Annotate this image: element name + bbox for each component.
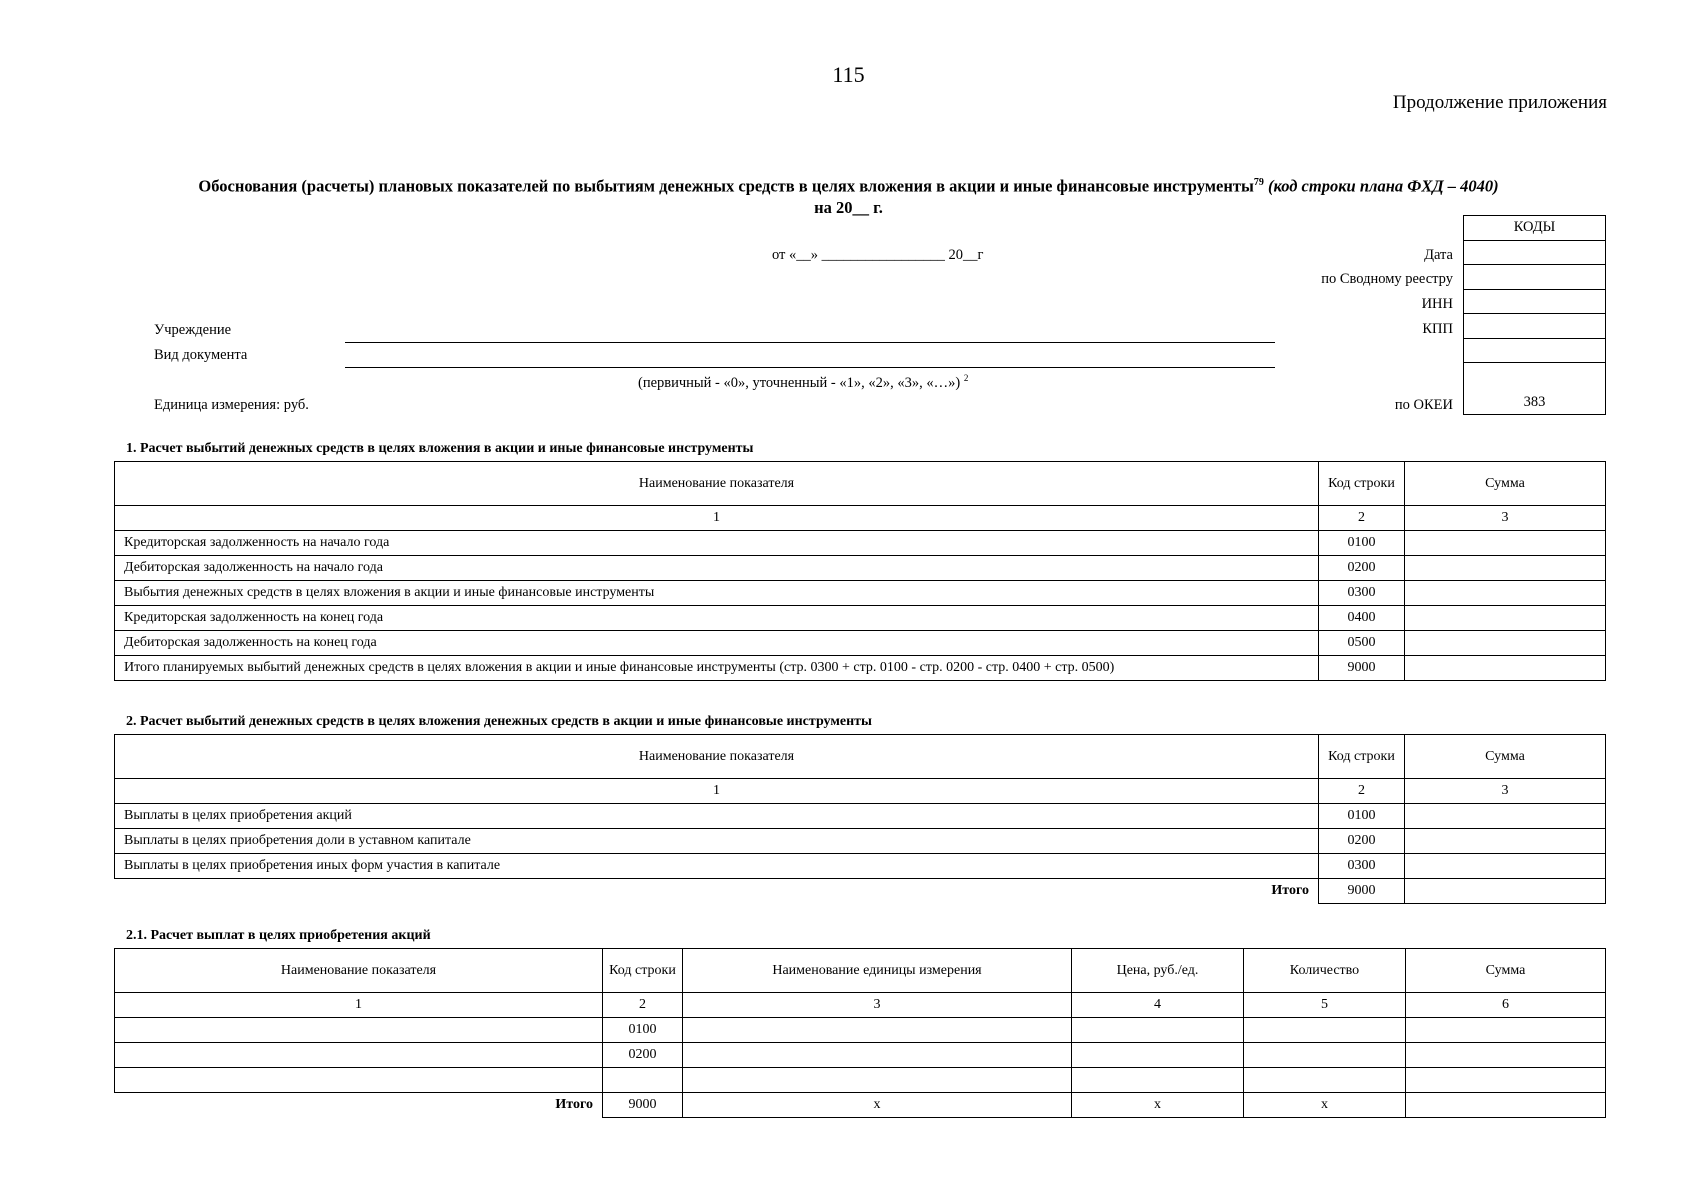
total-row [115, 879, 1606, 904]
row-name: Выплаты в целях приобретения иных форм участия в капитале [115, 854, 1319, 879]
table-row [115, 631, 1606, 656]
total-code: 9000 [1319, 879, 1405, 904]
row-qty-cell[interactable] [1244, 1068, 1406, 1093]
col-header-sum: Сумма [1405, 735, 1606, 779]
code-inn-field[interactable] [1464, 289, 1606, 314]
col-number: 2 [603, 993, 683, 1018]
col-header-sum: Сумма [1406, 949, 1606, 993]
total-price: х [1072, 1093, 1244, 1118]
row-code: 0300 [1319, 581, 1405, 606]
doc-type-line[interactable] [345, 367, 1275, 368]
section1-table [114, 461, 1606, 681]
col-number: 3 [683, 993, 1072, 1018]
col-header-price: Цена, руб./ед. [1072, 949, 1244, 993]
continuation-label: Продолжение приложения [1392, 92, 1607, 113]
col-header-unit: Наименование единицы измерения [683, 949, 1072, 993]
section21-table [114, 948, 1606, 1118]
total-label: Итого [115, 1093, 603, 1118]
row-price-cell[interactable] [1072, 1018, 1244, 1043]
table-row [115, 1018, 1606, 1043]
row-name: Выплаты в целях приобретения доли в уставном капитале [115, 829, 1319, 854]
section21-title: 2.1. Расчет выплат в целях приобретения акций [126, 928, 431, 943]
table-row [115, 829, 1606, 854]
institution-line[interactable] [345, 342, 1275, 343]
doc-type-note-footnote: 2 [963, 373, 969, 383]
row-name: Выбытия денежных средств в целях вложения в акции и иные финансовые инструменты [115, 581, 1319, 606]
col-header-qty: Количество [1244, 949, 1406, 993]
row-name: Кредиторская задолженность на начало года [115, 531, 1319, 556]
unit-label: Единица измерения: руб. [154, 397, 309, 413]
row-code: 9000 [1319, 656, 1405, 681]
row-sum-cell[interactable] [1405, 556, 1606, 581]
code-date-field[interactable] [1464, 240, 1606, 265]
total-qty: х [1244, 1093, 1406, 1118]
col-header-name: Наименование показателя [115, 949, 603, 993]
doc-type-note-text: (первичный - «0», уточненный - «1», «2», «3», «…») [638, 374, 961, 391]
row-sum-cell[interactable] [1405, 829, 1606, 854]
col-header-sum: Сумма [1405, 462, 1606, 506]
codes-label-okei: по ОКЕИ [1394, 397, 1453, 413]
row-name: Дебиторская задолженность на конец года [115, 631, 1319, 656]
row-sum-cell[interactable] [1405, 531, 1606, 556]
codes-label-inn: ИНН [1421, 296, 1453, 312]
row-name-cell[interactable] [115, 1018, 603, 1043]
row-name: Итого планируемых выбытий денежных средств в целях вложения в акции и иные финансовые инструменты (стр. 0300 + стр. 0100 - стр. 0200 - стр. 0400 + стр. 0500) [115, 656, 1319, 681]
row-name: Дебиторская задолженность на начало года [115, 556, 1319, 581]
row-qty-cell[interactable] [1244, 1018, 1406, 1043]
row-code: 0400 [1319, 606, 1405, 631]
row-sum-cell[interactable] [1406, 1018, 1606, 1043]
col-number: 4 [1072, 993, 1244, 1018]
document-title [60, 172, 1637, 218]
total-label: Итого [115, 879, 1319, 904]
row-code: 0200 [603, 1043, 683, 1068]
col-header-code: Код строки [1319, 735, 1405, 779]
title-footnote: 79 [1253, 177, 1264, 188]
table-row [115, 606, 1606, 631]
row-name: Кредиторская задолженность на конец года [115, 606, 1319, 631]
total-code: 9000 [603, 1093, 683, 1118]
row-name: Выплаты в целях приобретения акций [115, 804, 1319, 829]
code-kpp-field[interactable] [1464, 314, 1606, 339]
row-sum-cell[interactable] [1405, 854, 1606, 879]
institution-label: Учреждение [154, 322, 232, 338]
row-qty-cell[interactable] [1244, 1043, 1406, 1068]
row-code [603, 1068, 683, 1093]
doc-type-label: Вид документа [154, 347, 248, 363]
row-code: 0300 [1319, 854, 1405, 879]
total-sum-cell[interactable] [1405, 879, 1606, 904]
row-code: 0200 [1319, 829, 1405, 854]
row-sum-cell[interactable] [1405, 581, 1606, 606]
section2-title: 2. Расчет выбытий денежных средств в целях вложения денежных средств в акции и иные финансовые инструменты [126, 714, 872, 729]
col-number: 6 [1406, 993, 1606, 1018]
row-sum-cell[interactable] [1405, 631, 1606, 656]
codes-label-date: Дата [1424, 247, 1453, 263]
doc-type-note [638, 373, 968, 392]
row-code: 0500 [1319, 631, 1405, 656]
table-row [115, 854, 1606, 879]
page-number: 115 [832, 62, 865, 87]
col-header-code: Код строки [603, 949, 683, 993]
col-number: 1 [115, 506, 1319, 531]
code-okei-field[interactable]: 383 [1464, 363, 1606, 415]
table-row [115, 1043, 1606, 1068]
col-number: 2 [1319, 506, 1405, 531]
row-price-cell[interactable] [1072, 1043, 1244, 1068]
row-code: 0100 [603, 1018, 683, 1043]
codes-label-registry: по Сводному реестру [1321, 271, 1453, 287]
row-code: 0100 [1319, 531, 1405, 556]
col-header-name: Наименование показателя [115, 735, 1319, 779]
code-registry-field[interactable] [1464, 265, 1606, 290]
col-number: 3 [1405, 779, 1606, 804]
col-number: 1 [115, 993, 603, 1018]
date-line: от «__» _________________ 20__г [772, 247, 984, 263]
col-header-code: Код строки [1319, 462, 1405, 506]
row-sum-cell[interactable] [1405, 656, 1606, 681]
table-row [115, 581, 1606, 606]
title-main: Обоснования (расчеты) плановых показателей по выбытиям денежных средств в целях вложения в акции и иные финансовые инструменты [198, 176, 1254, 196]
section1-title: 1. Расчет выбытий денежных средств в целях вложения в акции и иные финансовые инструменты [126, 441, 754, 456]
row-name-cell[interactable] [115, 1043, 603, 1068]
table-row [115, 804, 1606, 829]
row-code: 0200 [1319, 556, 1405, 581]
row-name-cell[interactable] [115, 1068, 603, 1093]
row-price-cell[interactable] [1072, 1068, 1244, 1093]
total-unit: х [683, 1093, 1072, 1118]
row-sum-cell[interactable] [1406, 1068, 1606, 1093]
row-sum-cell[interactable] [1405, 804, 1606, 829]
table-row [115, 531, 1606, 556]
col-number: 3 [1405, 506, 1606, 531]
codes-label-kpp: КПП [1422, 321, 1453, 337]
row-sum-cell[interactable] [1406, 1043, 1606, 1068]
section2-table [114, 734, 1606, 904]
total-sum-cell[interactable] [1406, 1093, 1606, 1118]
total-row [115, 1093, 1606, 1118]
codes-header: КОДЫ [1464, 216, 1606, 241]
col-number: 1 [115, 779, 1319, 804]
row-unit-cell[interactable] [683, 1068, 1072, 1093]
title-code-note: (код строки плана ФХД – 4040) [1267, 176, 1499, 196]
table-row [115, 556, 1606, 581]
table-row [115, 656, 1606, 681]
col-header-name: Наименование показателя [115, 462, 1319, 506]
col-number: 5 [1244, 993, 1406, 1018]
row-unit-cell[interactable] [683, 1018, 1072, 1043]
col-number: 2 [1319, 779, 1405, 804]
title-year-line: на 20__ г. [814, 197, 883, 217]
row-code: 0100 [1319, 804, 1405, 829]
codes-table [1463, 215, 1606, 415]
row-unit-cell[interactable] [683, 1043, 1072, 1068]
code-doctype-field[interactable] [1464, 338, 1606, 363]
table-row [115, 1068, 1606, 1093]
row-sum-cell[interactable] [1405, 606, 1606, 631]
